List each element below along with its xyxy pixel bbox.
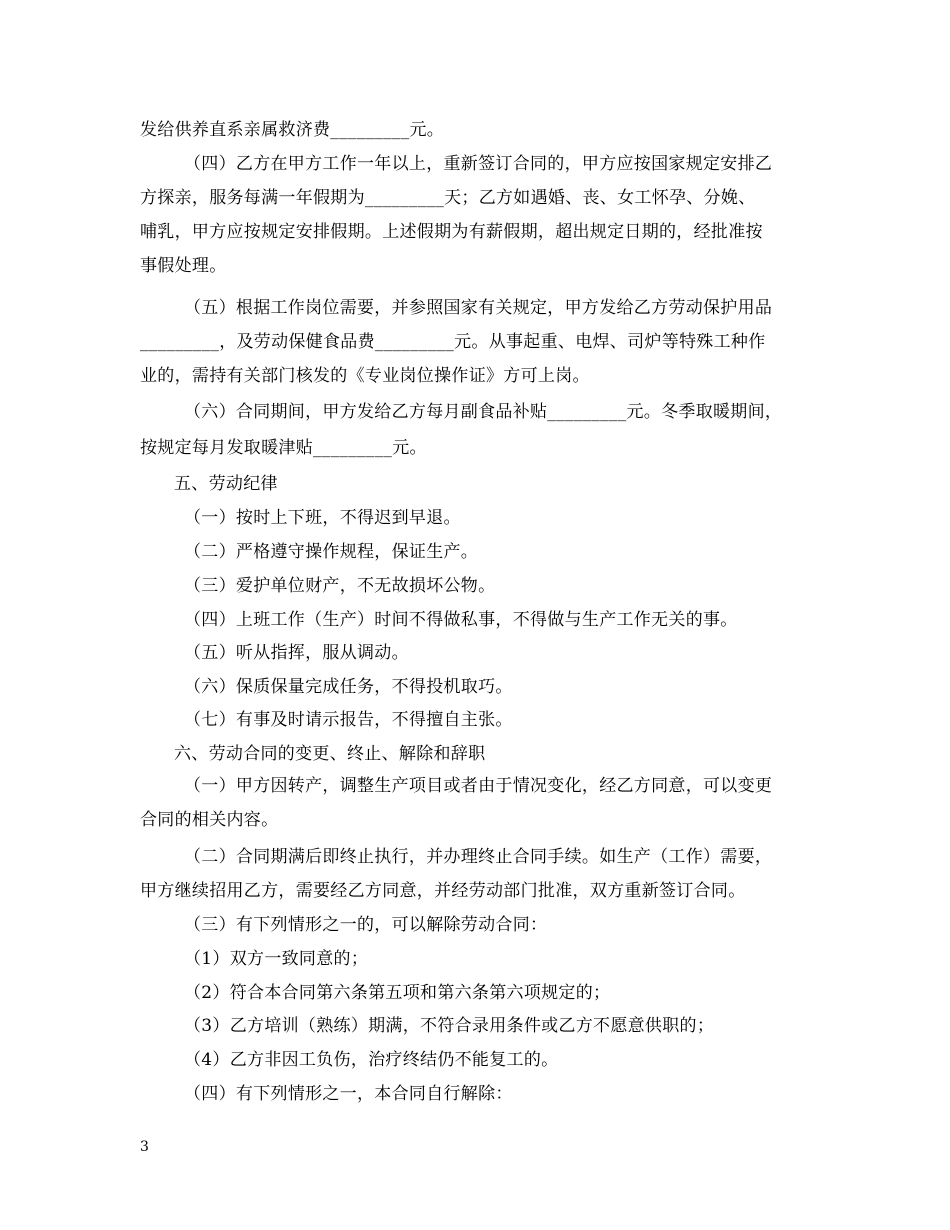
list-item: （二）严格遵守操作规程，保证生产。: [184, 542, 479, 562]
list-item: （一）按时上下班，不得迟到早退。: [184, 508, 461, 528]
paragraph-line: （二）合同期满后即终止执行，并办理终止合同手续。如生产（工作）需要，: [184, 847, 773, 867]
paragraph-line: 业的，需持有关部门核发的《专业岗位操作证》方可上岗。: [140, 366, 590, 386]
list-item: （三）爱护单位财产，不无故损坏公物。: [184, 576, 496, 596]
paragraph-line: 合同的相关内容。: [140, 810, 279, 830]
list-item: （四）有下列情形之一，本合同自行解除：: [184, 1084, 513, 1104]
list-item: （4）乙方非因工负伤，治疗终结仍不能复工的。: [184, 1050, 559, 1070]
paragraph-line: 方探亲，服务每满一年假期为_________天；乙方如遇婚、丧、女工怀孕、分娩、: [140, 188, 756, 208]
paragraph-line: 按规定每月发取暖津贴_________元。: [140, 438, 427, 458]
paragraph-line: 哺乳，甲方应按规定安排假期。上述假期为有薪假期，超出规定日期的，经批准按: [140, 222, 763, 242]
page-number: 3: [140, 1139, 149, 1155]
list-item: （三）有下列情形之一的，可以解除劳动合同：: [184, 915, 548, 935]
paragraph-line: （六）合同期间，甲方发给乙方每月副食品补贴_________元。冬季取暖期间，: [184, 402, 783, 422]
paragraph-line: （四）乙方在甲方工作一年以上，重新签订合同的，甲方应按国家规定安排乙: [184, 154, 773, 174]
list-item: （七）有事及时请示报告，不得擅自主张。: [184, 710, 513, 730]
paragraph-line: 事假处理。: [140, 256, 227, 276]
paragraph-line: （五）根据工作岗位需要，并参照国家有关规定，甲方发给乙方劳动保护用品: [184, 298, 773, 318]
list-item: （2）符合本合同第六条第五项和第六条第六项规定的；: [184, 983, 611, 1003]
list-item: （3）乙方培训（熟练）期满，不符合录用条件或乙方不愿意供职的；: [184, 1016, 715, 1036]
paragraph-line: _________，及劳动保健食品费_________元。从事起重、电焊、司炉等特殊工种作: [140, 332, 766, 352]
list-item: （五）听从指挥，服从调动。: [184, 643, 409, 663]
list-item: （1）双方一致同意的；: [184, 949, 369, 969]
paragraph-line: （一）甲方因转产，调整生产项目或者由于情况变化，经乙方同意，可以变更: [184, 776, 773, 796]
section-heading: 五、劳动纪律: [174, 474, 278, 494]
list-item: （六）保质保量完成任务，不得投机取巧。: [184, 677, 513, 697]
paragraph-line: 甲方继续招用乙方，需要经乙方同意，并经劳动部门批准，双方重新签订合同。: [140, 881, 746, 901]
list-item: （四）上班工作（生产）时间不得做私事，不得做与生产工作无关的事。: [184, 610, 738, 630]
paragraph-line: 发给供养直系亲属救济费_________元。: [140, 120, 445, 140]
section-heading: 六、劳动合同的变更、终止、解除和辞职: [174, 744, 486, 764]
